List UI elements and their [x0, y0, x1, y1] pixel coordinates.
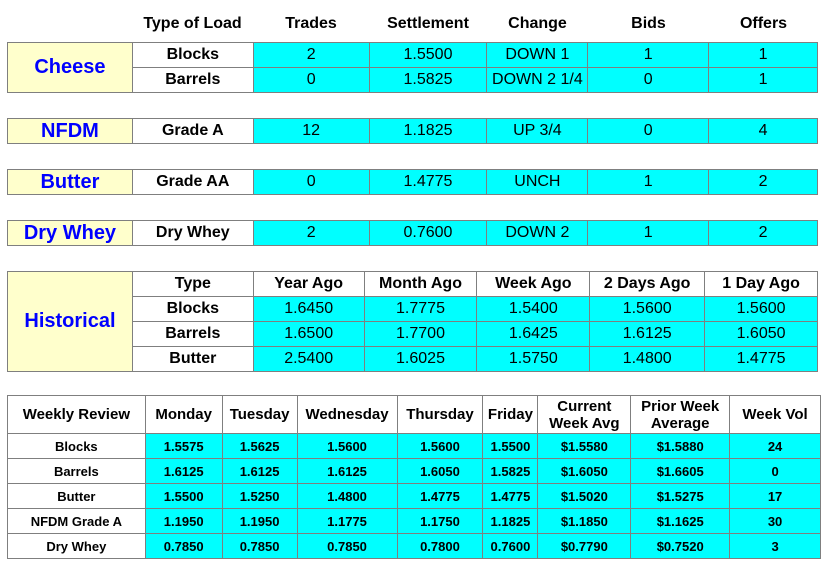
weekly-cell: 24: [730, 434, 821, 459]
weekly-header-prior-week-average: Prior Week Average: [631, 396, 730, 434]
nfdm-table: [7, 118, 818, 144]
weekly-header-week-vol: Week Vol: [730, 396, 821, 434]
weekly-row: [8, 509, 821, 534]
drywhey-row: [8, 221, 818, 246]
historical-cell: 1.5600: [705, 297, 818, 322]
drywhey-label: Dry Whey: [8, 221, 133, 246]
weekly-cell: 1.4775: [397, 484, 483, 509]
cheese-type: Barrels: [132, 68, 253, 93]
cheese-offers: 1: [709, 43, 818, 68]
weekly-cell: $1.5880: [631, 434, 730, 459]
weekly-cell: 0.7850: [145, 534, 222, 559]
historical-header-year-ago: Year Ago: [253, 272, 364, 297]
historical-type: Barrels: [132, 322, 253, 347]
historical-cell: 1.5750: [477, 347, 590, 372]
historical-cell: 1.5600: [590, 297, 705, 322]
weekly-row: [8, 484, 821, 509]
weekly-cell: 1.4775: [483, 484, 538, 509]
nfdm-trades: 12: [253, 119, 369, 144]
weekly-cell: $1.1625: [631, 509, 730, 534]
drywhey-table: [7, 220, 818, 246]
weekly-row-label: Blocks: [8, 434, 146, 459]
weekly-cell: 1.5500: [483, 434, 538, 459]
weekly-cell: 1.1750: [397, 509, 483, 534]
weekly-header-monday: Monday: [145, 396, 222, 434]
weekly-cell: 1.1775: [297, 509, 397, 534]
weekly-cell: 1.6050: [397, 459, 483, 484]
header-change: Change: [508, 15, 567, 32]
nfdm-type: Grade A: [132, 119, 253, 144]
weekly-cell: 1.1825: [483, 509, 538, 534]
historical-header-week-ago: Week Ago: [477, 272, 590, 297]
weekly-header-current-week-avg: Current Week Avg: [538, 396, 631, 434]
nfdm-bids: 0: [588, 119, 709, 144]
weekly-cell: 1.6125: [222, 459, 297, 484]
historical-header-row: [8, 272, 818, 297]
cheese-trades: 2: [253, 43, 369, 68]
butter-label: Butter: [8, 170, 133, 195]
cheese-row-blocks: [8, 43, 818, 68]
cheese-settlement: 1.5825: [369, 68, 487, 93]
historical-cell: 1.5400: [477, 297, 590, 322]
historical-cell: 1.7775: [364, 297, 477, 322]
weekly-header-row: [8, 396, 821, 434]
butter-bids: 1: [588, 170, 709, 195]
cheese-change: DOWN 1: [487, 43, 588, 68]
weekly-header-thursday: Thursday: [397, 396, 483, 434]
cheese-trades: 0: [253, 68, 369, 93]
weekly-cell: 0.7850: [222, 534, 297, 559]
weekly-cell: 1.5600: [397, 434, 483, 459]
weekly-cell: 30: [730, 509, 821, 534]
nfdm-settlement: 1.1825: [369, 119, 487, 144]
drywhey-trades: 2: [253, 221, 369, 246]
butter-table: [7, 169, 818, 195]
nfdm-row: [8, 119, 818, 144]
weekly-row-label: Barrels: [8, 459, 146, 484]
historical-type: Blocks: [132, 297, 253, 322]
weekly-row-label: Dry Whey: [8, 534, 146, 559]
weekly-cell: 0.7600: [483, 534, 538, 559]
cheese-label: Cheese: [8, 43, 133, 93]
historical-header-2-days-ago: 2 Days Ago: [590, 272, 705, 297]
weekly-cell: $0.7790: [538, 534, 631, 559]
nfdm-change: UP 3/4: [487, 119, 588, 144]
weekly-cell: 1.1950: [145, 509, 222, 534]
cheese-type: Blocks: [132, 43, 253, 68]
weekly-cell: 17: [730, 484, 821, 509]
drywhey-offers: 2: [709, 221, 818, 246]
header-offers: Offers: [739, 15, 788, 32]
historical-header-1-day-ago: 1 Day Ago: [705, 272, 818, 297]
weekly-row: [8, 434, 821, 459]
butter-row: [8, 170, 818, 195]
historical-cell: 1.6450: [253, 297, 364, 322]
cheese-settlement: 1.5500: [369, 43, 487, 68]
drywhey-change: DOWN 2: [487, 221, 588, 246]
weekly-cell: 1.5500: [145, 484, 222, 509]
weekly-review-table: [7, 395, 821, 559]
weekly-row: [8, 534, 821, 559]
header-settlement: Settlement: [387, 15, 469, 32]
historical-label: Historical: [8, 272, 133, 372]
historical-header-type: Type: [132, 272, 253, 297]
header-trades: Trades: [285, 15, 337, 32]
weekly-cell: 1.5250: [222, 484, 297, 509]
historical-cell: 1.6025: [364, 347, 477, 372]
weekly-cell: 1.5625: [222, 434, 297, 459]
weekly-cell: $1.5580: [538, 434, 631, 459]
weekly-cell: 1.4800: [297, 484, 397, 509]
header-bids: Bids: [631, 15, 666, 32]
historical-cell: 2.5400: [253, 347, 364, 372]
historical-cell: 1.4800: [590, 347, 705, 372]
weekly-cell: 1.6125: [145, 459, 222, 484]
weekly-header-tuesday: Tuesday: [222, 396, 297, 434]
nfdm-offers: 4: [709, 119, 818, 144]
butter-change: UNCH: [487, 170, 588, 195]
weekly-header-friday: Friday: [483, 396, 538, 434]
cheese-table: [7, 42, 818, 93]
weekly-cell: $0.7520: [631, 534, 730, 559]
nfdm-label: NFDM: [8, 119, 133, 144]
cheese-change: DOWN 2 1/4: [487, 68, 588, 93]
cheese-bids: 0: [588, 68, 709, 93]
butter-settlement: 1.4775: [369, 170, 487, 195]
weekly-cell: 0.7800: [397, 534, 483, 559]
weekly-cell: $1.6050: [538, 459, 631, 484]
drywhey-bids: 1: [588, 221, 709, 246]
drywhey-type: Dry Whey: [132, 221, 253, 246]
butter-offers: 2: [709, 170, 818, 195]
weekly-row-label: Butter: [8, 484, 146, 509]
weekly-cell: 1.5600: [297, 434, 397, 459]
historical-header-month-ago: Month Ago: [364, 272, 477, 297]
weekly-row-label: NFDM Grade A: [8, 509, 146, 534]
cheese-bids: 1: [588, 43, 709, 68]
weekly-cell: $1.6605: [631, 459, 730, 484]
weekly-cell: $1.5020: [538, 484, 631, 509]
weekly-row: [8, 459, 821, 484]
weekly-header-wednesday: Wednesday: [297, 396, 397, 434]
weekly-cell: 1.6125: [297, 459, 397, 484]
weekly-cell: 0: [730, 459, 821, 484]
weekly-cell: $1.5275: [631, 484, 730, 509]
weekly-cell: 1.5825: [483, 459, 538, 484]
historical-table: [7, 271, 818, 372]
weekly-header-title: Weekly Review: [8, 396, 146, 434]
historical-cell: 1.4775: [705, 347, 818, 372]
historical-cell: 1.6425: [477, 322, 590, 347]
weekly-cell: 1.5575: [145, 434, 222, 459]
weekly-cell: 1.1950: [222, 509, 297, 534]
header-type-of-load: Type of Load: [143, 15, 242, 32]
cheese-offers: 1: [709, 68, 818, 93]
weekly-cell: $1.1850: [538, 509, 631, 534]
historical-cell: 1.7700: [364, 322, 477, 347]
butter-trades: 0: [253, 170, 369, 195]
weekly-cell: 3: [730, 534, 821, 559]
historical-cell: 1.6125: [590, 322, 705, 347]
historical-type: Butter: [132, 347, 253, 372]
butter-type: Grade AA: [132, 170, 253, 195]
historical-cell: 1.6050: [705, 322, 818, 347]
weekly-cell: 0.7850: [297, 534, 397, 559]
drywhey-settlement: 0.7600: [369, 221, 487, 246]
historical-cell: 1.6500: [253, 322, 364, 347]
